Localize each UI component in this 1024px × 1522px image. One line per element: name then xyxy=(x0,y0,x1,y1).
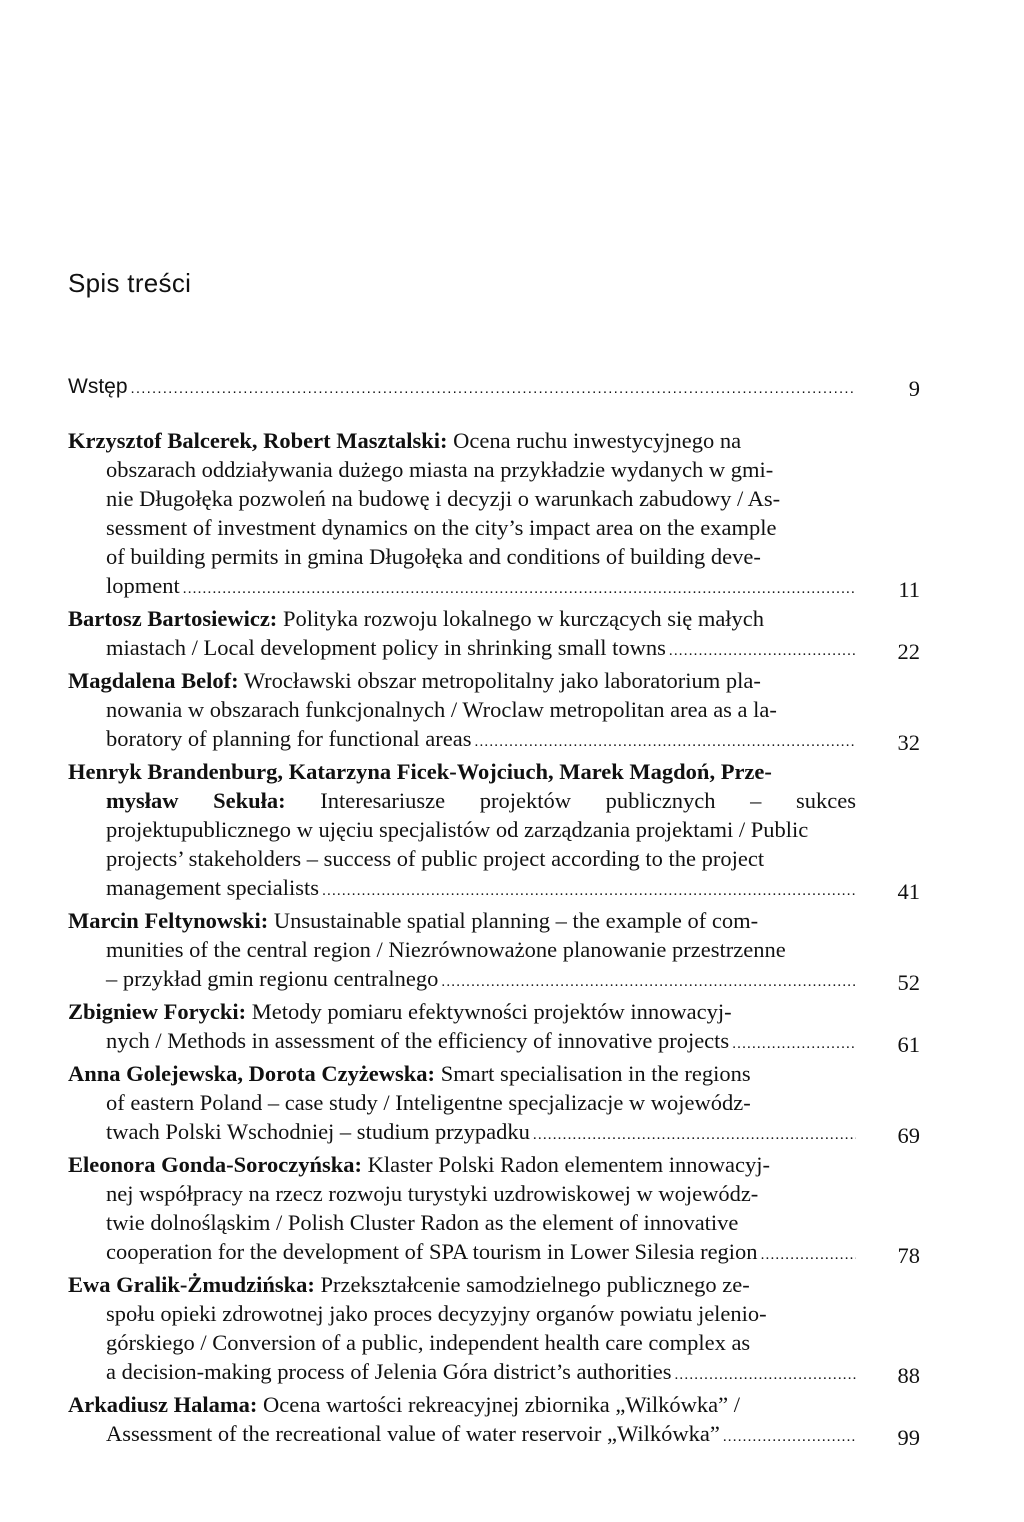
dot-leader xyxy=(475,728,857,757)
toc-entry-title-text: – przykład gmin regionu centralnego xyxy=(106,966,439,991)
toc-page-number: 41 xyxy=(897,879,920,904)
toc-entry xyxy=(68,757,920,906)
toc-entry-line xyxy=(68,1117,856,1150)
toc-entry-line xyxy=(68,542,856,571)
dot-leader xyxy=(723,1423,856,1452)
dot-leader xyxy=(732,1030,856,1059)
toc-entry xyxy=(68,426,920,604)
toc-entry-line xyxy=(68,1150,856,1179)
toc-entry-authors: Marcin Feltynowski: xyxy=(68,908,269,933)
toc-entry-title-text: of eastern Poland – case study / Inteligentne specjalizacje w wojewódz- xyxy=(106,1090,751,1115)
toc-entry-authors: Zbigniew Forycki: xyxy=(68,999,247,1024)
toc-entry-title-text: nych / Methods in assessment of the efficiency of innovative projects xyxy=(106,1028,730,1053)
toc-entry-title-text: cooperation for the development of SPA tourism in Lower Silesia region xyxy=(106,1239,758,1264)
page-title: Spis treści xyxy=(68,268,192,298)
toc-page-number: 88 xyxy=(897,1363,920,1388)
toc-entry-text xyxy=(68,906,856,997)
toc-entry-line xyxy=(68,455,856,484)
toc-entry-authors: Ewa Gralik-Żmudzińska: xyxy=(68,1272,315,1297)
toc-entry-text xyxy=(68,997,856,1059)
toc-entry-line xyxy=(68,1059,856,1088)
toc-entry-title-text: Przekształcenie samodzielnego publicznego ze- xyxy=(314,1272,750,1297)
toc-entry-title-text: boratory of planning for functional areas xyxy=(106,726,472,751)
toc-entry-line xyxy=(68,786,856,844)
toc-entry-line xyxy=(68,873,856,906)
toc-entry-line xyxy=(68,844,856,873)
toc-entry-line xyxy=(68,1237,856,1270)
toc-entry-line xyxy=(68,1357,856,1390)
toc-entry-line xyxy=(68,571,856,604)
toc-entry-text xyxy=(68,1270,856,1390)
toc-entry-line xyxy=(68,757,856,786)
dot-leader xyxy=(441,968,856,997)
toc-entry-title-text: miastach / Local development policy in shrinking small towns xyxy=(106,635,666,660)
toc-entry-title-text: Assessment of the recreational value of water reservoir „Wilkówka” xyxy=(106,1421,720,1446)
toc-entry-title-text: górskiego / Conversion of a public, independent health care complex as xyxy=(106,1330,751,1355)
toc-entry-title-text: projects’ stakeholders – success of public project according to the project xyxy=(106,846,765,871)
toc-entry-line xyxy=(68,484,856,513)
dot-leader xyxy=(761,1241,856,1270)
toc-entry-line xyxy=(68,997,856,1026)
toc-entry-text xyxy=(68,666,856,757)
toc-entry-line xyxy=(68,1270,856,1299)
toc-entry-title-text: Wrocławski obszar metropolitalny jako laboratorium pla- xyxy=(238,668,761,693)
toc-entry-line xyxy=(68,1390,856,1419)
toc-entry-line xyxy=(68,1208,856,1237)
toc-entry-authors: Anna Golejewska, Dorota Czyżewska: xyxy=(68,1061,436,1086)
dot-leader xyxy=(131,374,856,403)
toc-entry-line xyxy=(68,1299,856,1328)
toc-entry-title-text: Ocena wartości rekreacyjnej zbiornika „Wilkówka” / xyxy=(257,1392,741,1417)
toc-entry-title-text: Klaster Polski Radon elementem innowacyj- xyxy=(361,1152,771,1177)
toc-entry-authors-cont: mysław Sekuła: xyxy=(106,788,286,813)
toc-entry-line xyxy=(68,906,856,935)
dot-leader xyxy=(533,1121,856,1150)
toc-entry-line xyxy=(68,1026,856,1059)
toc-entry-title-text: Metody pomiaru efektywności projektów innowacyj- xyxy=(246,999,732,1024)
toc-entry xyxy=(68,604,920,666)
toc-entry-line xyxy=(68,964,856,997)
toc-entry-title-text: Interesariusze projektów publicznych – sukces projektu xyxy=(106,788,856,842)
toc-entry-title-text: obszarach oddziaływania dużego miasta na przykładzie wydanych w gmi- xyxy=(106,457,774,482)
toc-page-number: 78 xyxy=(897,1243,920,1268)
toc-entry-text xyxy=(68,604,856,666)
table-of-contents xyxy=(68,372,920,1452)
toc-entry-text xyxy=(68,1150,856,1270)
toc-entry-title-text: publicznego w ujęciu specjalistów od zarządzania projektami / Public xyxy=(180,817,809,842)
dot-leader xyxy=(183,575,856,604)
toc-entry-title-text: Ocena ruchu inwestycyjnego na xyxy=(447,428,742,453)
toc-entry-title-text: a decision-making process of Jelenia Góra district’s authorities xyxy=(106,1359,672,1384)
toc-entry-title-text: twach Polski Wschodniej – studium przypadku xyxy=(106,1119,530,1144)
toc-entry xyxy=(68,666,920,757)
toc-entries xyxy=(68,426,920,1452)
toc-entry-line xyxy=(68,666,856,695)
toc-entry-authors: Bartosz Bartosiewicz: xyxy=(68,606,278,631)
toc-entry-title-text: nej współpracy na rzecz rozwoju turystyki uzdrowiskowej w wojewódz- xyxy=(106,1181,759,1206)
toc-entry-text xyxy=(68,1059,856,1150)
toc-page-number: 69 xyxy=(897,1123,920,1148)
toc-entry-title-text: społu opieki zdrowotnej jako proces decyzyjny organów powiatu jelenio- xyxy=(106,1301,767,1326)
toc-entry-line xyxy=(68,695,856,724)
toc-entry-authors: Henryk Brandenburg, Katarzyna Ficek-Wojciuch, Marek Magdoń, Prze- xyxy=(68,759,772,784)
toc-entry-title-text: Smart specialisation in the regions xyxy=(435,1061,751,1086)
toc-entry-line xyxy=(68,633,856,666)
toc-entry xyxy=(68,1390,920,1452)
toc-entry-text xyxy=(68,757,856,906)
toc-entry-authors: Krzysztof Balcerek, Robert Masztalski: xyxy=(68,428,448,453)
toc-page-number: 9 xyxy=(908,376,920,401)
toc-entry xyxy=(68,1270,920,1390)
toc-entry-line xyxy=(68,1088,856,1117)
toc-entry-title-text: Unsustainable spatial planning – the example of com- xyxy=(268,908,759,933)
toc-entry-title-text: Polityka rozwoju lokalnego w kurczących się małych xyxy=(277,606,765,631)
toc-entry-text xyxy=(68,1390,856,1452)
dot-leader xyxy=(322,877,856,906)
toc-entry-title-text: management specialists xyxy=(106,875,320,900)
toc-entry-title-text: lopment xyxy=(106,573,180,598)
dot-leader xyxy=(669,637,856,666)
toc-entry-line xyxy=(68,935,856,964)
toc-page-number: 61 xyxy=(897,1032,920,1057)
toc-entry xyxy=(68,1150,920,1270)
dot-leader xyxy=(674,1361,856,1390)
toc-entry-authors: Arkadiusz Halama: xyxy=(68,1392,258,1417)
toc-entry-title-text: of building permits in gmina Długołęka and conditions of building deve- xyxy=(106,544,761,569)
toc-entry-title-text: nie Długołęka pozwoleń na budowę i decyzji o warunkach zabudowy / As- xyxy=(106,486,781,511)
toc-page-number: 99 xyxy=(897,1425,920,1450)
toc-page-number: 11 xyxy=(898,577,920,602)
toc-entry-authors: Eleonora Gonda-Soroczyńska: xyxy=(68,1152,362,1177)
toc-entry-title-text: twie dolnośląskim / Polish Cluster Radon as the element of innovative xyxy=(106,1210,739,1235)
toc-entry xyxy=(68,1059,920,1150)
toc-entry-title-text: nowania w obszarach funkcjonalnych / Wroclaw metropolitan area as a la- xyxy=(106,697,777,722)
toc-entry-text xyxy=(68,426,856,604)
toc-entry-intro xyxy=(68,372,920,403)
toc-page-number: 22 xyxy=(897,639,920,664)
toc-entry-line xyxy=(68,426,856,455)
toc-page-number: 52 xyxy=(897,970,920,995)
toc-entry xyxy=(68,997,920,1059)
toc-entry-line xyxy=(68,724,856,757)
toc-entry-title-text: munities of the central region / Niezrównoważone planowanie przestrzenne xyxy=(106,937,786,962)
toc-entry-authors: Magdalena Belof: xyxy=(68,668,239,693)
toc-entry-line xyxy=(68,513,856,542)
toc-entry-line xyxy=(68,604,856,633)
toc-entry xyxy=(68,906,920,997)
toc-page-number: 32 xyxy=(897,730,920,755)
toc-entry-line xyxy=(68,1179,856,1208)
toc-entry-line xyxy=(68,1419,856,1452)
toc-entry-title-text: sessment of investment dynamics on the city’s impact area on the example xyxy=(106,515,777,540)
toc-entry-line xyxy=(68,1328,856,1357)
toc-entry-title: Wstęp xyxy=(68,375,128,398)
